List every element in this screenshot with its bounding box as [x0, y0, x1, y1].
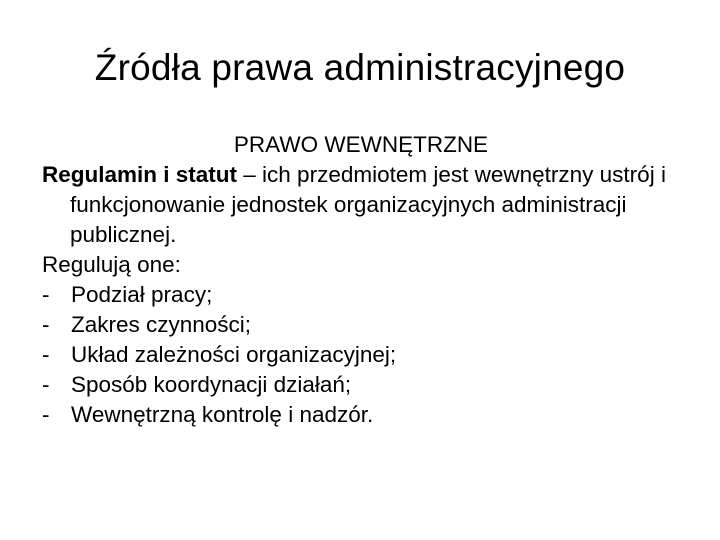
- list-item-text: Wewnętrzną kontrolę i nadzór.: [71, 402, 374, 427]
- list-bullet: -: [42, 402, 50, 427]
- section-heading: PRAWO WEWNĘTRZNE: [233, 132, 489, 157]
- list-bullet: -: [42, 342, 50, 367]
- list-item: [42, 280, 682, 310]
- defined-term: Regulamin i statut: [42, 162, 238, 187]
- definition-text: – ich przedmiotem jest wewnętrzny ustrój i funkcjonowanie jednostek organizacyjnych administracji publicznej.: [70, 162, 666, 247]
- list-item-text: Zakres czynności;: [71, 312, 252, 337]
- slide-content: [42, 130, 682, 430]
- list-item: [42, 400, 682, 430]
- slide-title: Źródła prawa administracyjnego: [94, 47, 626, 88]
- list-bullet: -: [42, 282, 50, 307]
- list-item-text: Sposób koordynacji działań;: [71, 372, 352, 397]
- list-intro: Regulują one:: [42, 252, 181, 277]
- list-item-text: Układ zależności organizacyjnej;: [71, 342, 397, 367]
- list-bullet: -: [42, 372, 50, 397]
- regulation-list: [42, 280, 682, 430]
- list-item: [42, 370, 682, 400]
- list-bullet: -: [42, 312, 50, 337]
- list-item: [42, 310, 682, 340]
- list-item: [42, 340, 682, 370]
- list-item-text: Podział pracy;: [71, 282, 213, 307]
- definition-paragraph: [42, 160, 682, 250]
